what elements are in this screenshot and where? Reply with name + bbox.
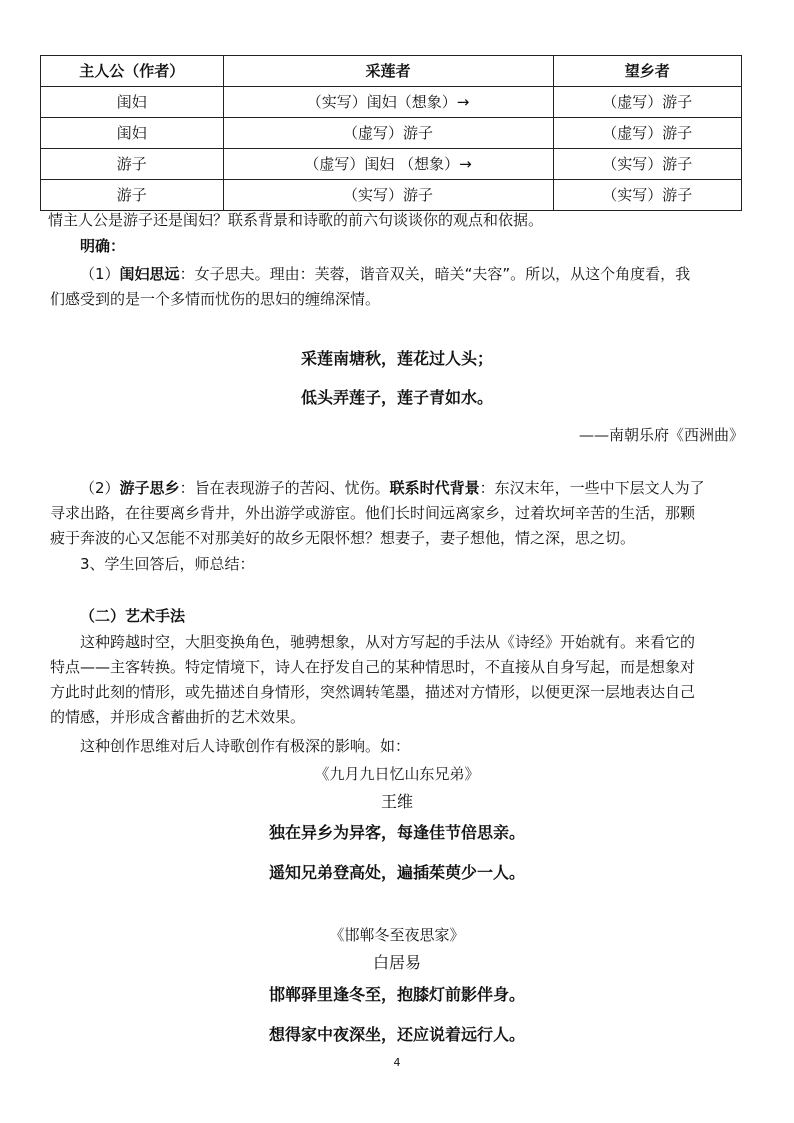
table-cell: （实写）游子 <box>553 180 741 211</box>
point2-line2: 寻求出路，在往要离乡背井，外出游学或游宦。他们长时间远离家乡，过着坎坷辛苦的生活，那颗 <box>50 504 696 522</box>
table-cell: （虚写）闺妇 （想象）→ <box>223 149 553 180</box>
table-cell: （实写）游子 <box>223 180 553 211</box>
art-line2: 特点——主客转换。特定情境下，诗人在抒发自己的某种情思时，不直接从自身写起，而是想象对 <box>50 658 696 676</box>
art-line4: 的情感，并形成含蓄曲折的艺术效果。 <box>50 708 306 726</box>
table-row <box>41 149 742 180</box>
point2-heading: 游子思乡 <box>119 479 180 497</box>
poem1-source: ——南朝乐府《西洲曲》 <box>578 426 744 444</box>
header-lotus-picker: 采莲者 <box>223 56 553 87</box>
poem2-title: 《九月九日忆山东兄弟》 <box>314 765 480 783</box>
point2-number: （2） <box>80 479 120 497</box>
table-cell: 游子 <box>41 149 224 180</box>
header-protagonist: 主人公（作者） <box>41 56 224 87</box>
table-cell: （虚写）游子 <box>223 118 553 149</box>
point2-heading2: 联系时代背景 <box>389 479 480 497</box>
table-cell: 闺妇 <box>41 118 224 149</box>
point2-line3: 疲于奔波的心又怎能不对那美好的故乡无限怀想？想妻子，妻子想他，情之深，思之切。 <box>50 529 636 547</box>
table-row <box>41 118 742 149</box>
point1-heading: 闺妇思远 <box>119 265 180 283</box>
mingque-label: 明确： <box>80 237 126 255</box>
poem2-line1: 独在异乡为异客，每逢佳节倍思亲。 <box>268 823 525 842</box>
page-number: 4 <box>393 1056 401 1069</box>
point1-number: （1） <box>80 265 120 283</box>
poem3-line2: 想得家中夜深坐，还应说着远行人。 <box>268 1025 525 1044</box>
section-art-heading: （二）艺术手法 <box>80 607 186 625</box>
point1-body: ：女子思夫。理由：芙蓉，谐音双关，暗关“夫容”。所以，从这个角度看，我 <box>179 265 691 283</box>
comparison-table <box>40 55 742 211</box>
poem3-title: 《邯郸冬至夜思家》 <box>329 926 465 944</box>
art-line5: 这种创作思维对后人诗歌创作有极深的影响。如： <box>80 737 411 755</box>
table-header-row <box>41 56 742 87</box>
point1-line2: 们感受到的是一个多情而忧伤的思妇的缠绵深情。 <box>50 290 381 308</box>
point2-body: ：东汉末年，一些中下层文人为了 <box>479 479 705 497</box>
question-line: 情主人公是游子还是闺妇？联系背景和诗歌的前六句谈谈你的观点和依据。 <box>48 211 544 229</box>
table-row <box>41 87 742 118</box>
table-cell: （实写）游子 <box>553 149 741 180</box>
poem2-line2: 遥知兄弟登高处，遍插茱萸少一人。 <box>268 863 525 882</box>
table-cell: 闺妇 <box>41 87 224 118</box>
table-cell: （虚写）游子 <box>553 118 741 149</box>
table-cell: 游子 <box>41 180 224 211</box>
table-cell: （实写）闺妇（想象）→ <box>223 87 553 118</box>
poem2-author: 王维 <box>380 792 413 811</box>
point2-line1 <box>80 476 780 501</box>
point3-line: 3、学生回答后，师总结： <box>80 555 255 573</box>
poem1-line1: 采莲南塘秋，莲花过人头； <box>300 349 493 368</box>
poem1-line2: 低头弄莲子，莲子青如水。 <box>300 388 493 407</box>
point1-line1 <box>80 262 780 287</box>
poem3-line1: 邯郸驿里逢冬至，抱膝灯前影伴身。 <box>268 985 525 1004</box>
poem3-author: 白居易 <box>372 953 421 972</box>
art-line3: 方此时此刻的情形，或先描述自身情形，突然调转笔墨，描述对方情形，以便更深一层地表达自己 <box>50 683 696 701</box>
point2-mid: ：旨在表现游子的苦闷、忧伤。 <box>179 479 390 497</box>
table-cell: （虚写）游子 <box>553 87 741 118</box>
art-line1: 这种跨越时空，大胆变换角色，驰骋想象，从对方写起的手法从《诗经》开始就有。来看它的 <box>80 633 696 651</box>
header-homesick: 望乡者 <box>553 56 741 87</box>
table-row <box>41 180 742 211</box>
